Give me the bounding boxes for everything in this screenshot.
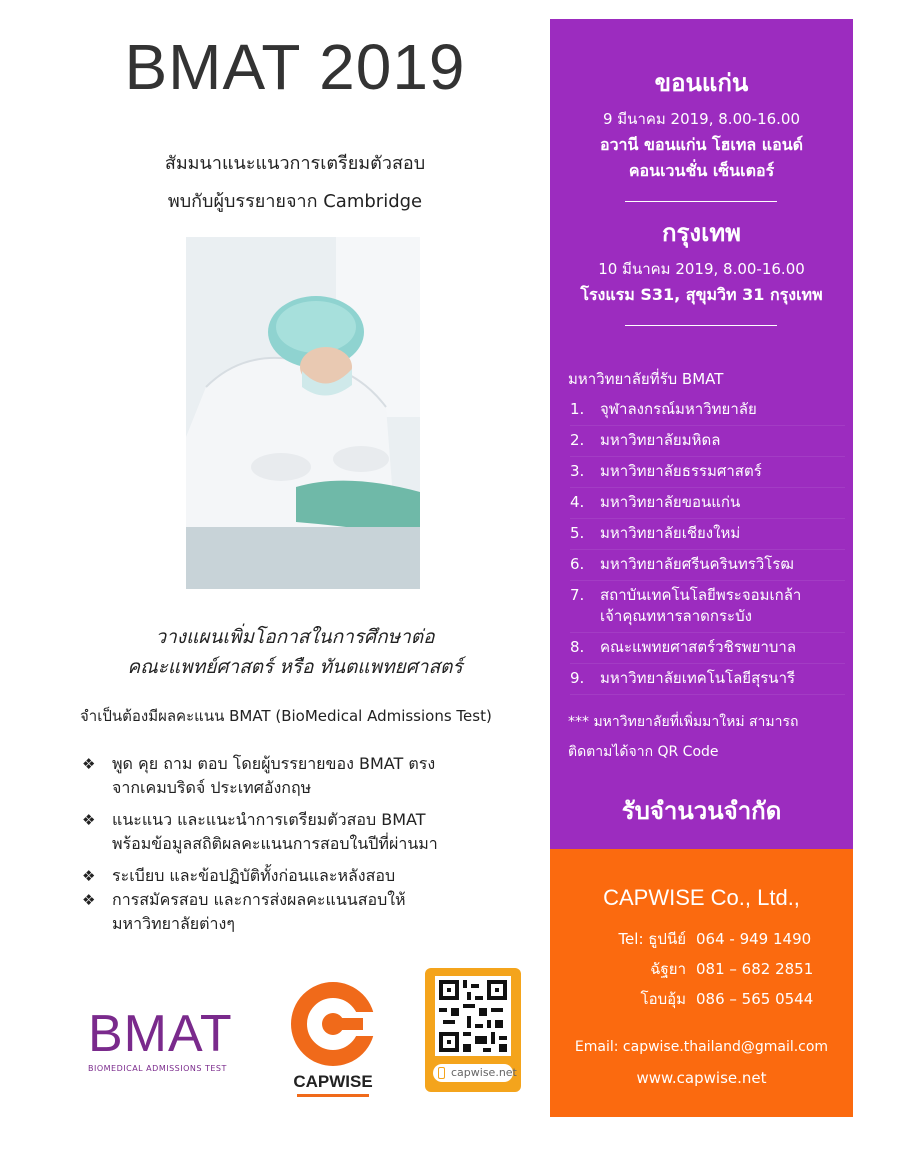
company-name: CAPWISE Co., Ltd.,: [603, 885, 800, 910]
bmat-requirement: จำเป็นต้องมีผลคะแนน BMAT (BioMedical Admissions Test): [80, 707, 492, 725]
contact-phone[interactable]: 086 – 565 0544: [696, 990, 814, 1008]
bullet-item: [82, 752, 522, 800]
poster-title: BMAT 2019: [124, 31, 466, 103]
note-line-2: ติดตามได้จาก QR Code: [568, 744, 719, 760]
subtitle-line-2: พบกับผู้บรรยายจาก Cambridge: [167, 191, 423, 212]
tagline-line-2: คณะแพทย์ศาสตร์ หรือ ทันตแพทยศาสตร์: [127, 656, 463, 678]
divider: [625, 201, 777, 202]
university-name-line-2: เจ้าคุณทหารลาดกระบัง: [600, 607, 752, 625]
note-line-1: *** มหาวิทยาลัยที่เพิ่มมาใหม่ สามารถ: [568, 714, 799, 730]
university-item: [570, 488, 845, 519]
tagline-line-1: วางแผนเพิ่มโอกาสในการศึกษาต่อ: [155, 626, 435, 648]
qr-code-icon: [435, 976, 511, 1056]
seminar-bullets: [82, 752, 522, 944]
bullet-text: พูด คุย ถาม ตอบ โดยผู้บรรยายของ BMAT ตรง: [112, 754, 436, 773]
diamond-bullet-icon: ❖: [82, 755, 96, 773]
bullet-text: พร้อมข้อมูลสถิติผลคะแนนการสอบในปีที่ผ่านมา: [112, 834, 438, 853]
university-item: [570, 581, 845, 633]
bullet-text: ระเบียบ และข้อปฏิบัติทั้งก่อนและหลังสอบ: [112, 866, 396, 885]
contact-name: Tel: ธูปนีย์: [618, 930, 686, 948]
university-number: 7.: [570, 586, 585, 604]
university-item: [570, 519, 845, 550]
event-venue-bangkok: โรงแรม S31, สุขุมวิท 31 กรุงเทพ: [580, 285, 823, 304]
contact-phone[interactable]: 081 – 682 2851: [696, 960, 814, 978]
diamond-bullet-icon: ❖: [82, 891, 96, 909]
event-info-panel: [550, 19, 853, 849]
contact-panel: [550, 849, 853, 1117]
university-name: มหาวิทยาลัยขอนแก่น: [600, 493, 741, 511]
event-date-bangkok: 10 มีนาคม 2019, 8.00-16.00: [598, 260, 805, 278]
university-number: 2.: [570, 431, 585, 449]
university-item: [570, 395, 845, 426]
subtitle-line-1: สัมมนาแนะแนวการเตรียมตัวสอบ: [164, 153, 426, 174]
event-venue-khonkaen-1: อวานี ขอนแก่น โฮเทล แอนด์: [599, 135, 804, 154]
divider: [625, 325, 777, 326]
bullet-item: [82, 888, 522, 936]
universities-heading: มหาวิทยาลัยที่รับ BMAT: [568, 370, 724, 388]
contact-row: [598, 927, 838, 951]
university-item: [570, 426, 845, 457]
company-website-link[interactable]: www.capwise.net: [636, 1069, 767, 1087]
university-number: 6.: [570, 555, 585, 573]
contact-phone[interactable]: 064 - 949 1490: [696, 930, 812, 948]
qr-url-text: capwise.net: [451, 1066, 517, 1079]
bullet-item: [82, 808, 522, 856]
university-name: จุฬาลงกรณ์มหาวิทยาลัย: [600, 400, 757, 418]
bullet-text: การสมัครสอบ และการส่งผลคะแนนสอบให้: [112, 890, 406, 909]
limited-seats: รับจำนวนจำกัด: [621, 797, 782, 825]
university-item: [570, 633, 845, 664]
university-number: 1.: [570, 400, 585, 418]
university-number: 9.: [570, 669, 585, 687]
university-name: มหาวิทยาลัยมหิดล: [600, 431, 721, 449]
university-name: มหาวิทยาลัยเทคโนโลยีสุรนารี: [600, 669, 796, 687]
university-number: 5.: [570, 524, 585, 542]
event-city-bangkok: กรุงเทพ: [662, 219, 741, 247]
bullet-text: มหาวิทยาลัยต่างๆ: [112, 914, 235, 933]
event-venue-khonkaen-2: คอนเวนชั่น เซ็นเตอร์: [628, 161, 775, 180]
diamond-bullet-icon: ❖: [82, 867, 96, 885]
university-item: [570, 550, 845, 581]
university-name: มหาวิทยาลัยเชียงใหม่: [600, 524, 741, 542]
bmat-logo-subtitle: BIOMEDICAL ADMISSIONS TEST: [88, 1064, 227, 1073]
university-number: 4.: [570, 493, 585, 511]
event-city-khonkaen: ขอนแก่น: [654, 69, 749, 97]
capwise-logo-name: CAPWISE: [293, 1072, 373, 1091]
bmat-logo-word: BMAT: [88, 1005, 233, 1063]
contact-email[interactable]: Email: capwise.thailand@gmail.com: [574, 1039, 829, 1055]
bullet-text: จากเคมบริดจ์ ประเทศอังกฤษ: [112, 778, 312, 797]
event-date-khonkaen: 9 มีนาคม 2019, 8.00-16.00: [602, 110, 801, 128]
universities-list: [570, 395, 845, 695]
capwise-logo: [283, 982, 383, 1097]
diamond-bullet-icon: ❖: [82, 811, 96, 829]
university-name: มหาวิทยาลัยศรีนครินทรวิโรฒ: [600, 555, 794, 573]
contact-name: ฉัฐยา: [650, 960, 686, 978]
contact-name: โอบอุ้ม: [640, 990, 686, 1008]
university-name: สถาบันเทคโนโลยีพระจอมเกล้า: [600, 586, 802, 604]
university-name: มหาวิทยาลัยธรรมศาสตร์: [600, 462, 762, 480]
university-name: คณะแพทยศาสตร์วชิรพยาบาล: [600, 638, 797, 656]
university-number: 8.: [570, 638, 585, 656]
qr-code-card[interactable]: [425, 968, 521, 1092]
capwise-c-icon: [291, 982, 375, 1066]
university-item: [570, 664, 845, 695]
university-number: 3.: [570, 462, 585, 480]
phone-icon: [438, 1067, 445, 1079]
contact-row: [598, 987, 838, 1011]
capwise-logo-underline: [297, 1094, 369, 1097]
contact-row: [598, 957, 838, 981]
bullet-item: [82, 864, 522, 888]
dentist-photo: [186, 237, 420, 589]
new-universities-note: [568, 707, 843, 767]
bmat-logo: [88, 1006, 248, 1073]
bullet-text: แนะแนว และแนะนำการเตรียมตัวสอบ BMAT: [112, 810, 426, 829]
university-item: [570, 457, 845, 488]
qr-url-pill: [433, 1064, 517, 1082]
